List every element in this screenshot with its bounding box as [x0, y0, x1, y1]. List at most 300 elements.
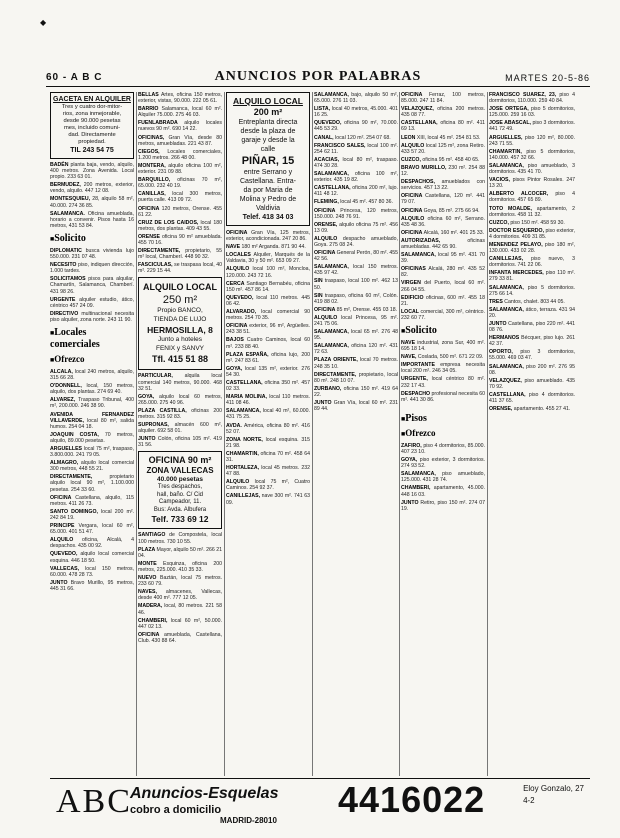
- classified-ad: [138, 561, 222, 573]
- classified-ad-text: Alquiler, Marqués de la Valdavia, 30 y 50 m². 653 09 27.: [226, 252, 310, 265]
- classified-ad-text: planta baja, vendo, alquilo, 400 metros. Zona Avenida. Local propio. 233 63 01.: [50, 162, 134, 181]
- classified-ad-keyword: NAVE: [226, 244, 242, 251]
- classified-ad-text: oficina 200 m², lujo. 411 48 12.: [314, 185, 398, 198]
- classified-ad-keyword: VELAZQUEZ,: [489, 377, 525, 384]
- classified-ad-keyword: NUEVO: [138, 575, 161, 582]
- ad-box-line: Tres y cuatro dor-mitor-: [61, 104, 123, 110]
- classified-ad-text: despacho amueblado, Goya. 275 08 24.: [314, 235, 398, 248]
- classified-ad-keyword: FASCICULAS,: [138, 262, 175, 269]
- classified-ad-keyword: ALVARADO,: [226, 309, 262, 316]
- classified-ad: [314, 236, 398, 248]
- classified-ad-keyword: JUNTO: [401, 499, 421, 506]
- classified-ad-text: busca vivienda lujo 550.000. 231 07 48.: [50, 247, 134, 261]
- ad-box-title: ALQUILO LOCAL: [143, 282, 217, 293]
- classified-ad-text: Vergara, local 60 m², 65.000. 401 51 47.: [50, 523, 134, 536]
- ad-box-line: Junto a hoteles: [157, 336, 203, 344]
- classified-ad-text: local 110 metros. 411 08 46.: [226, 394, 310, 407]
- classified-ad-keyword: PRINCIPE: [50, 523, 79, 530]
- classified-ad-text: pisos para alquilar, Chamartín, Salamanca, Chamberí. 431 98 26.: [50, 276, 134, 295]
- classified-ad-text: local 60 m², 50.000. 447 02 13.: [138, 617, 222, 630]
- footer-service-subtitle: cobro a domicilio: [130, 804, 222, 816]
- classified-ad-text: piso amueblado, 3 dormitorios. 435 41 70.: [489, 162, 575, 176]
- classified-ad-keyword: ARGUELLES: [50, 446, 84, 452]
- ad-box-line: propiedad.: [78, 139, 106, 145]
- classified-ad: [314, 135, 398, 141]
- classified-ad-keyword: FRANCISCO SALES,: [314, 142, 368, 149]
- classified-ad-text: piso, indiquen dirección, 1.000 tardes.: [50, 262, 134, 275]
- column-divider: [136, 92, 137, 776]
- classified-ad-keyword: OFICINA: [314, 250, 337, 257]
- classified-ad-keyword: ALVAREZ,: [50, 397, 79, 404]
- classified-ad-keyword: OFICINA: [138, 631, 165, 638]
- classified-ad-text: Traspaso Tribunal, 400 m², 200.000. 246 38 90.: [50, 397, 134, 410]
- classified-ad-text: local 150 metros. 435 97 42.: [314, 264, 398, 277]
- classified-ad-keyword: CRUZ DE LOS CAIDOS,: [138, 219, 201, 226]
- classified-ad-text: local 80 m², salida humos. 254 04 18.: [50, 417, 134, 430]
- classified-ad-keyword: SALAMANCA,: [226, 408, 263, 415]
- classified-ad: [226, 479, 310, 491]
- classified-ad-text: oficina 350 m². 457 02 33.: [226, 379, 310, 393]
- ad-box-subtitle: ZONA VALLECAS: [146, 466, 214, 476]
- classified-ad-keyword: DIRECTAMENTE,: [314, 371, 359, 378]
- classified-ad-keyword: NAVE: [401, 340, 418, 346]
- column-2: [138, 92, 222, 776]
- classified-ad: [314, 315, 398, 327]
- classified-ad: [489, 177, 575, 189]
- classified-ad-keyword: CASTELLANA,: [489, 391, 529, 398]
- classified-ad-text: local 75 m², Cuatro Caminos. 254 92 37.: [226, 479, 310, 492]
- classified-ad: [226, 380, 310, 392]
- classified-ad-text: oficina 80 m². 411 69 13.: [401, 120, 485, 133]
- classified-ad-keyword: MENENDEZ PELAYO,: [489, 241, 545, 248]
- classified-ad-text: oficinas, 600 m². 455 18 21.: [401, 294, 485, 307]
- classified-ad-text: amueblados con servicios. 457 13 22.: [401, 179, 485, 192]
- classified-ad-keyword: URGENTE: [50, 296, 80, 303]
- ad-box-phone: TIL 243 54 75: [70, 147, 114, 154]
- classified-ad-keyword: MADERA,: [138, 603, 165, 610]
- classified-ad-text: local 80 m², traspaso. 474 30 28.: [314, 156, 398, 169]
- classified-ad-keyword: SANTO DOMINGO,: [50, 508, 102, 515]
- classified-list: [401, 340, 485, 403]
- ad-box-lines: [53, 104, 131, 146]
- classified-ad-keyword: MARIA MOLINA,: [226, 394, 270, 401]
- classified-ad-text: Colón, oficina 105 m². 419 31 56.: [138, 436, 222, 449]
- classified-ad-keyword: DIRECTIVO: [50, 310, 82, 317]
- classified-ad-text: piso exterior, 3 dormitorios. 274 93 52.: [401, 457, 485, 470]
- classified-ad-text: Cantos, chalet. 803 44 05.: [504, 298, 565, 305]
- classified-ad-text: piso amueblado, 125.000. 431 28 74.: [401, 471, 485, 484]
- classified-ad-keyword: QUEVEDO,: [314, 120, 345, 127]
- classified-ad-text: Retiro, piso 150 m². 274 07 19.: [401, 499, 485, 512]
- classified-ad-keyword: OFICINA: [138, 205, 162, 212]
- classified-ad: [50, 537, 134, 549]
- classified-ad-keyword: ZONA NORTE,: [226, 436, 266, 443]
- classified-ad-text: local 135 m², exterior. 276 54 30.: [226, 365, 310, 378]
- classified-ad: [138, 394, 222, 406]
- classified-ad-text: oficina 120 m². 431 72 63.: [314, 343, 398, 356]
- ad-box-oficina-90: [138, 451, 222, 529]
- classified-ad: [489, 135, 575, 147]
- classified-ad-keyword: OFICINA: [314, 207, 341, 214]
- classified-ad-text: oficina 100 m², exterior. 435 19 82.: [314, 171, 398, 184]
- classified-ad-keyword: LEON: [401, 134, 417, 141]
- classified-ad: [489, 406, 575, 412]
- classified-ad-keyword: AVENIDA FERNANDEZ VILLAVERDE,: [50, 411, 134, 424]
- classified-ad: [50, 311, 134, 323]
- classified-ad: [401, 295, 485, 307]
- subsection-heading-ofrezco: ■ Ofrezco: [401, 428, 485, 440]
- classified-ad-keyword: SALAMANCA,: [401, 252, 439, 259]
- classified-ad-keyword: ALQUILO: [226, 266, 253, 273]
- column-4: [314, 92, 398, 776]
- classified-ad: [138, 547, 222, 559]
- ad-box-line: desde 90.000 pesetas: [63, 118, 121, 124]
- footer-service-title: Anuncios-Esquelas: [130, 785, 279, 802]
- classified-ad: [50, 162, 134, 180]
- ad-box-lines: [229, 168, 307, 213]
- classified-ad-keyword: ALCALA,: [50, 368, 75, 375]
- classified-ad: [489, 335, 575, 347]
- classified-ad: [401, 106, 485, 118]
- ad-box-title: OFICINA 90 m²: [148, 455, 212, 466]
- classified-ad-keyword: SANTIAGO: [138, 532, 170, 539]
- classified-ad-keyword: CIEGOS,: [138, 148, 168, 155]
- classified-ad-keyword: LOCALES: [226, 252, 254, 259]
- classified-ad: [401, 252, 485, 264]
- classified-ad: [226, 493, 310, 505]
- classified-ad-keyword: CANAL,: [314, 134, 336, 141]
- classified-ad: [489, 228, 575, 240]
- classified-ad: [401, 157, 485, 163]
- section-heading-solicito: ■ Solicito: [401, 325, 485, 337]
- classified-ad: [138, 220, 222, 232]
- classified-ad-keyword: TRES: [489, 298, 505, 305]
- classified-ad-text: local céntrico 80 m². 232 17 43.: [401, 376, 485, 389]
- classified-ad: [138, 120, 222, 132]
- classified-ad-text: oficina 200 metros. 435 08 77.: [401, 106, 485, 119]
- section-heading-locales: ■ Locales comerciales: [50, 327, 134, 351]
- classified-ad-text: local 40 m², 60.000. 431 75 25.: [226, 408, 310, 421]
- classified-ad: [138, 177, 222, 189]
- ad-box-size: 250 m²: [162, 294, 198, 307]
- classified-ad-text: piso 3 dormitorios, 55.000. 469 03 47.: [489, 349, 575, 362]
- classified-ad-keyword: PLAZA ESPAÑA,: [226, 351, 272, 358]
- classified-ad-text: oficina 95 m². 458 40 65.: [422, 156, 480, 163]
- classified-ad-text: alquilo oficina 75 m². 456 13 09.: [314, 221, 398, 234]
- ad-box-line: Propio BANCO,: [157, 307, 203, 315]
- classified-ad: [50, 369, 134, 381]
- classified-ad: [489, 242, 575, 254]
- classified-ad: [138, 408, 222, 420]
- classified-ad: [50, 397, 134, 409]
- column-divider: [224, 92, 225, 776]
- classified-ad: [489, 378, 575, 390]
- page-number: 60 - A B C: [46, 72, 103, 83]
- classified-ad: [401, 471, 485, 483]
- classified-ad-text: de Compostela, local 100 metros. 730 10 55.: [138, 532, 222, 545]
- classified-ad-text: local 240 metros, alquilo, 315 66 28.: [50, 368, 134, 382]
- classified-ad-text: del Puerto, local 60 m². 266 04 55.: [401, 280, 485, 293]
- classified-ad-keyword: SIN: [314, 292, 325, 299]
- classified-ad-keyword: GOYA,: [401, 457, 420, 464]
- classified-ad-keyword: BRAVO MURILLO,: [401, 164, 449, 171]
- classified-ad: [226, 394, 310, 406]
- classified-ad-keyword: OFICINA: [226, 230, 252, 236]
- classified-ad-keyword: SALAMANCA,: [401, 471, 443, 478]
- classified-ad-keyword: LISTA,: [314, 106, 332, 113]
- classified-ad-text: 85 m², Orense. 455 03 18.: [336, 306, 398, 313]
- footer-address: [523, 783, 584, 807]
- classified-ad-keyword: EDIFICIO: [401, 294, 426, 301]
- classified-ad-text: local 45 metros. 232 47 88.: [226, 465, 310, 478]
- classified-ad: [489, 307, 575, 319]
- classified-ad: [314, 400, 398, 412]
- classified-ad: [401, 376, 485, 388]
- classified-ad-keyword: SIN: [314, 278, 325, 285]
- classified-ad: [226, 244, 310, 250]
- classified-ad-keyword: URGENTE,: [401, 376, 432, 383]
- classified-ad: [50, 262, 134, 274]
- classified-ad-text: piso 180 m², 130.000. 433 02 28.: [489, 241, 575, 255]
- classified-list: [401, 92, 485, 321]
- classified-ad: [401, 92, 485, 104]
- classified-ad: [489, 220, 575, 226]
- classified-ad: [314, 386, 398, 398]
- classified-ad-keyword: SALAMANCA,: [489, 306, 526, 313]
- classified-ad: [226, 323, 310, 335]
- classified-ad: [489, 120, 575, 132]
- classified-ad-text: oficinas amuebladas. 442 65 90.: [401, 237, 485, 250]
- classified-ad: [314, 293, 398, 305]
- classified-ad-text: Salamanca, local 60 m². Alquiler 75.000. 275 46 03.: [138, 106, 222, 119]
- classified-ad-keyword: SALAMANCA,: [314, 171, 355, 178]
- classified-ad-keyword: SALAMANCA.: [50, 210, 88, 217]
- classified-ad-keyword: SALAMANCA,: [314, 264, 354, 271]
- ad-box-line: mes, incluido comuni-: [63, 125, 121, 131]
- classified-ad-text: alquiler estudio, ático, céntrico 457 24 09.: [50, 296, 134, 309]
- classified-ad-text: piso 4 dormitorios. 457 65 89.: [489, 191, 575, 204]
- classified-ad: [50, 432, 134, 444]
- ad-box-line: Castellana. Entra-: [239, 178, 297, 185]
- classified-list: [50, 248, 134, 323]
- classified-ad-keyword: BAJOS: [226, 337, 247, 344]
- classified-ad-keyword: CASTELLANA,: [314, 185, 353, 192]
- classified-ad-text: local 120 m². 254 07 68.: [335, 134, 391, 141]
- classified-ad-text: oficina 90 m², 70.000. 445 53 29.: [314, 120, 398, 133]
- classified-ad-keyword: DOCTOR ESQUERDO,: [489, 227, 546, 234]
- classified-ad: [226, 266, 310, 278]
- classified-ad: [226, 437, 310, 449]
- classified-ad-keyword: JUNTO: [489, 321, 509, 327]
- classified-ad-text: almacenes, Vallecas, desde 400 m². 777 12 05.: [138, 589, 222, 602]
- classified-ad-keyword: CANILLEJAS,: [226, 493, 262, 500]
- classified-ad-keyword: SALAMANCA,: [489, 284, 528, 291]
- classified-ad: [314, 106, 398, 118]
- classified-ad-keyword: FUENLABRADA: [138, 120, 185, 127]
- classified-ad-text: apartamento, 45.000. 448 16 03.: [401, 485, 485, 498]
- classified-ad-text: piso amueblado. 435 70 92.: [489, 377, 575, 390]
- ad-box-line: entre Serrano y: [243, 169, 293, 176]
- classified-ad-keyword: ALQUILO: [314, 235, 343, 242]
- ad-box-line: Valdivia: [256, 205, 280, 212]
- classified-ad: [50, 509, 134, 521]
- classified-ad: [50, 297, 134, 309]
- classified-ad: [314, 250, 398, 262]
- classified-ad: [50, 580, 134, 592]
- classified-ad: [401, 309, 485, 321]
- classified-ad-text: 200 metros, exterior, vendo, alquilo. 447 12 08.: [50, 182, 134, 195]
- classified-ad-text: almacén 600 m², alquiler. 692 58 01.: [138, 422, 222, 435]
- classified-ad: [489, 285, 575, 297]
- classified-ad-text: oficina 60 m², Serrano. 435 48 36.: [401, 215, 485, 228]
- classified-ad: [314, 185, 398, 197]
- footer-banner: [50, 778, 590, 831]
- classified-ad: [138, 262, 222, 274]
- classified-ad-text: local, 150 metros, alquilo, dos plantas. 274 69 40.: [50, 383, 134, 396]
- classified-ad: [489, 106, 575, 118]
- classified-ad: [401, 391, 485, 403]
- classified-ad-text: América, oficina 80 m². 416 52 07.: [226, 422, 310, 435]
- classified-list: [50, 369, 134, 592]
- classified-ad-text: industrial, zona Sur, 400 m². 695 18 14.: [401, 340, 485, 353]
- subsection-heading-ofrezco: ■ Ofrezco: [50, 354, 134, 366]
- classified-ad: [50, 276, 134, 294]
- classified-ad-keyword: JUNTO: [138, 436, 158, 443]
- ad-box-line: desde la plaza de: [240, 128, 296, 135]
- classified-ad-keyword: OFICINA: [314, 306, 337, 313]
- classified-ad-keyword: CASTELLANA,: [226, 379, 265, 386]
- ad-box-street: PIÑAR, 15: [241, 155, 295, 167]
- classified-ad-text: local 125 m², zona Retiro. 433 57 20.: [401, 142, 485, 155]
- classified-ad-text: Castellana, alquilo, 115 metros. 411 26 73.: [50, 494, 134, 507]
- classified-ad-keyword: OFICINA: [50, 494, 76, 501]
- classified-ad: [401, 362, 485, 374]
- ad-box-street: HERMOSILLA, 8: [147, 325, 213, 336]
- classified-ad-keyword: PLAZA: [138, 546, 157, 553]
- classified-ad-keyword: MONTESQUIEU,: [50, 196, 93, 203]
- classified-ad-text: local 95 m². 431 70 39.: [401, 252, 485, 265]
- classified-ad-keyword: ALBERTO ALCOCER,: [489, 191, 556, 198]
- classified-ad-text: oficina, Alcalá, 4 despachos. 435 00 92.: [50, 537, 134, 550]
- classified-ad-text: Mayor, alquilo 50 m². 266 21 04.: [138, 546, 222, 559]
- classified-ad-keyword: PLAZA ORIENTE,: [314, 357, 360, 364]
- classified-ad: [489, 349, 575, 361]
- classified-ad-keyword: SALAMANCA,: [314, 92, 352, 98]
- classified-ad: [50, 211, 134, 229]
- page-title: ANUNCIOS POR PALABRAS: [214, 69, 422, 84]
- classified-ad-keyword: LOCAL: [401, 308, 421, 315]
- classified-ad-text: piso exterior, 4 dormitorios. 409 31 85.: [489, 227, 575, 240]
- classified-ad: [314, 208, 398, 220]
- classified-ad: [226, 423, 310, 435]
- classified-ad-keyword: AUTORIZADAS,: [401, 237, 468, 244]
- classified-ad: [489, 270, 575, 282]
- classified-ad-text: traspaso, local 100 m². 462 13 50.: [314, 278, 398, 291]
- ad-box-lines: [229, 118, 307, 154]
- classified-ad: [138, 373, 222, 391]
- classified-ad-text: local 300 metros, puerta calle. 413 09 72.: [138, 191, 222, 204]
- classified-ad-keyword: SOLICITAMOS: [50, 276, 89, 283]
- column-divider: [399, 92, 400, 776]
- classified-ad-text: propietario, 55 m² local, Chamberí. 448 90 32.: [138, 248, 222, 261]
- classified-ad-keyword: OFICINAS: [401, 266, 429, 273]
- classified-ad-text: alquilo oficina 100 m², exterior. 231 09 88.: [138, 162, 222, 176]
- classified-ad-text: oficinas 70 m², 65.000. 232 40 19.: [138, 177, 222, 190]
- classified-ad-keyword: ORENSE: [138, 233, 162, 240]
- ad-box-title: GACETA EN ALQUILER: [53, 96, 131, 103]
- classified-ad: [138, 92, 222, 104]
- page-mark: ◆: [40, 18, 47, 27]
- column-6: [489, 92, 575, 776]
- classified-ad-keyword: DIPLOMATIC: [50, 247, 86, 254]
- classified-ad-keyword: BELLAS: [138, 92, 161, 98]
- classified-ad: [314, 264, 398, 276]
- classified-ad: [401, 216, 485, 228]
- classified-ad: [138, 234, 222, 246]
- classified-ad-text: 120 metros, Orense. 455 61 22.: [138, 205, 222, 218]
- classified-ad: [489, 321, 575, 333]
- classified-ad-text: local 110 metros. 445 06 42.: [226, 294, 310, 307]
- classified-ad: [401, 230, 485, 236]
- classified-ad-text: General Perón, 80 m². 455 42 56.: [314, 250, 398, 263]
- classified-ad: [226, 281, 310, 293]
- classified-ad-keyword: DIRECTAMENTE,: [50, 474, 110, 481]
- ad-box-line: garaje y desde la: [241, 137, 295, 144]
- ad-box-alquilo-250: [138, 277, 222, 370]
- ad-box-line: dad. Directamente: [68, 132, 116, 138]
- section-heading-solicito: ■ Solicito: [50, 233, 134, 245]
- classified-ad: [138, 135, 222, 147]
- classified-ad: [50, 383, 134, 395]
- classified-ad-keyword: CUZCO,: [401, 156, 423, 163]
- classified-ad-keyword: ZURBANO,: [314, 385, 344, 392]
- classified-list: [138, 532, 222, 644]
- classified-ad-text: amueblada, Castellana, Club. 430 88 64.: [138, 631, 222, 644]
- classified-ad: [138, 618, 222, 630]
- classified-ad: [401, 500, 485, 512]
- classified-ad-keyword: AVDA.: [226, 422, 244, 429]
- classified-ad-keyword: OFICINA: [401, 229, 424, 236]
- ad-box-lines: [141, 484, 219, 514]
- classified-ad-keyword: HORTALEZA,: [226, 465, 262, 472]
- classified-ad-keyword: SALAMANCA,: [314, 329, 352, 336]
- classified-ad: [138, 422, 222, 434]
- classified-ad-text: piso 5 dormitorios. 275 66 14.: [489, 284, 575, 297]
- classified-ad: [489, 92, 575, 104]
- classified-ad: [50, 446, 134, 458]
- classified-ad-keyword: SALAMANCA,: [489, 162, 528, 169]
- classified-ad-keyword: OFICINA: [401, 207, 424, 214]
- classified-ad-text: Ferraz, 100 metros, 85.000. 247 11 84.: [401, 92, 485, 105]
- ad-box-line: Campeador, 11.: [158, 499, 202, 506]
- classified-ad-keyword: ALMAGRO,: [50, 460, 81, 467]
- classified-ad: [401, 193, 485, 205]
- ad-box-lines: [141, 336, 219, 353]
- classified-ad-keyword: BARQUILLO,: [138, 177, 178, 184]
- classified-ad-text: Gran Vía, local 60 m². 231 89 44.: [314, 400, 398, 413]
- classified-ad: [138, 632, 222, 644]
- classified-ad-keyword: OFICINA: [401, 92, 429, 98]
- classified-ad: [314, 199, 398, 205]
- classified-ad-text: Baztán, local 75 metros. 233 60 79.: [138, 575, 222, 588]
- classified-ad-keyword: DESPACHOS,: [401, 179, 442, 186]
- classified-ad-text: oficina 70 m². 458 64 31.: [226, 450, 310, 463]
- classified-ad-text: Bécquer, piso lujo. 261 42 37.: [489, 335, 575, 348]
- classified-ad-text: piso 200 m². 276 95 08.: [489, 363, 575, 376]
- classified-ad-text: local 70 metros. 248 35 10.: [314, 357, 398, 370]
- classified-ad-text: local 100 m². 254 62 11.: [314, 142, 398, 155]
- classified-ad-keyword: SALAMANCA,: [489, 363, 527, 370]
